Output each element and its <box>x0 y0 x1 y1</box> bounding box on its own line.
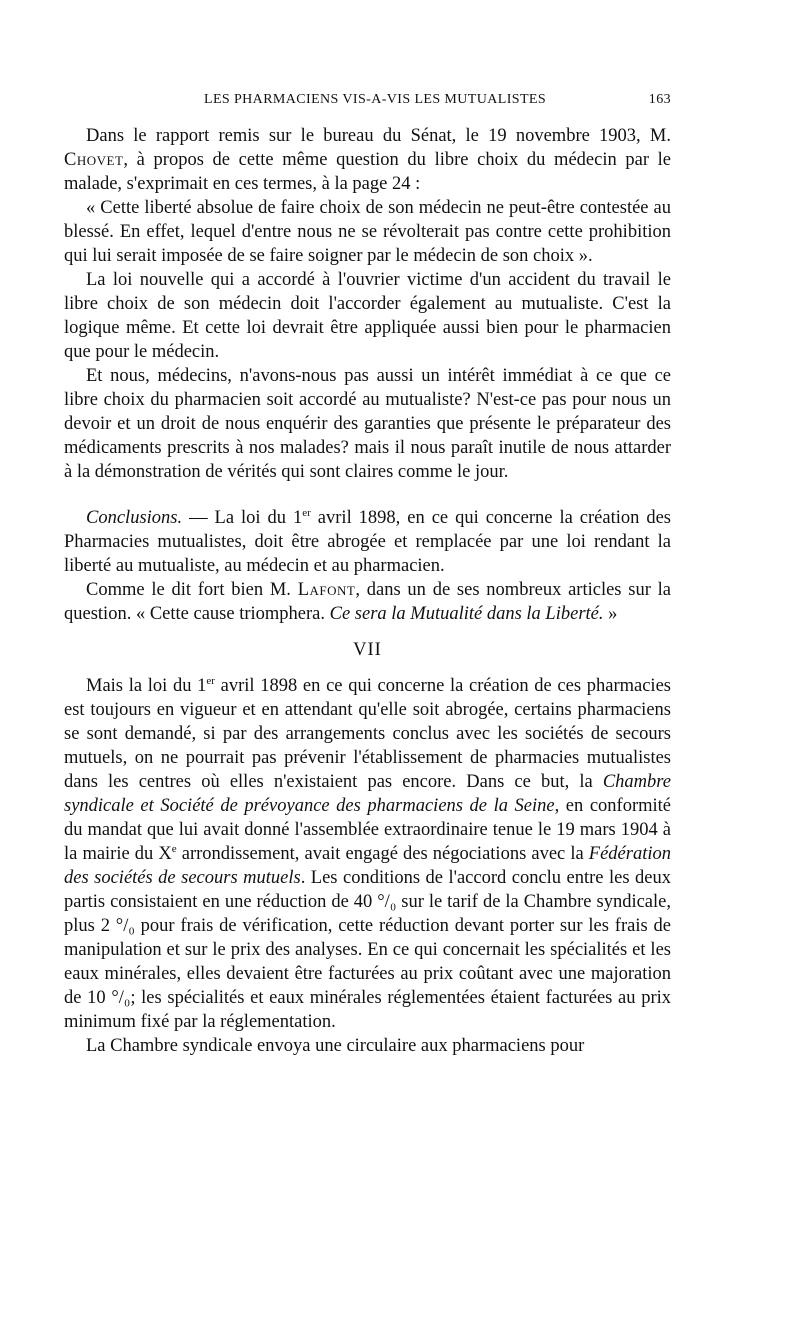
paragraph-5-text-a: — La loi du 1 <box>182 508 303 528</box>
paragraph-7-italic-federation: Fédération des sociétés de secours mutuels <box>64 844 671 888</box>
paragraph-1-text-a: Dans le rapport remis sur le bureau du Sénat, le 19 novembre 1903, M. <box>86 126 671 146</box>
paragraph-7 <box>64 674 671 1034</box>
paragraph-3: La loi nouvelle qui a accordé à l'ouvrier victime d'un accident du travail le libre choix de son médecin doit l'accorder également au mutualiste. C'est la logique même. Et cette loi devrait être appliquée aussi bien pour le pharmacien que pour le médecin. <box>64 270 671 362</box>
paragraph-6-italic-quote: Ce sera la Mutualité dans la Liberté. <box>329 604 604 624</box>
paragraph-8: La Chambre syndicale envoya une circulaire aux pharmaciens pour <box>86 1036 585 1056</box>
paragraph-5-text-b: avril 1898, en ce qui concerne la création des Pharmacies mutualistes, doit être abrogée et remplacée par une loi rendant la liberté au mutualiste, au médecin et au pharmacien. <box>64 508 671 576</box>
author-name-chovet: Chovet <box>64 150 124 170</box>
paragraph-1-text-b: , à propos de cette même question du libre choix du médecin par le malade, s'exprimait en ces termes, à la page 24 : <box>64 150 671 194</box>
running-title: LES PHARMACIENS VIS-A-VIS LES MUTUALISTES <box>204 92 547 107</box>
ordinal-superscript: e <box>171 842 177 855</box>
paragraph-6-text-c: » <box>603 604 618 624</box>
paragraph-7-text-e: . Les conditions de l'accord conclu entre les deux partis consistaient en une réduction de 40 °/₀ sur le tarif de la Chambre syndicale, plus 2 °/₀ pour frais de vérification, cette réduction devant porter sur les frais de manipulation et sur le prix des analyses. En ce qui concernait les spécialités et les eaux minérales, elles devaient être facturées au prix coûtant avec une majoration de 10 °/₀; les spécialités et eaux minérales réglementées étaient facturées au prix minimum fixé par la réglementation. <box>64 868 671 1032</box>
section-heading: VII <box>353 640 382 660</box>
ordinal-superscript: er <box>206 674 215 687</box>
paragraph-7-text-b: avril 1898 en ce qui concerne la création de ces pharmacies est toujours en vigueur et en attendant qu'elle soit abrogée, certains pharmaciens se sont demandé, si par des arrangements conclus avec les sociétés de secours mutuels, on ne pourrait pas prévenir l'établissement de pharmacies mutualistes dans les centres où elles n'existaient pas encore. Dans ce but, la <box>64 676 671 792</box>
paragraph-1 <box>64 124 671 196</box>
paragraph-7-text-d: arrondissement, avait engagé des négociations avec la <box>176 844 589 864</box>
paragraph-7-text-a: Mais la loi du 1 <box>86 676 207 696</box>
paragraph-6-text-a: Comme le dit fort bien M. <box>86 580 298 600</box>
page-number: 163 <box>648 92 671 107</box>
paragraph-7-text-c: , en conformité du mandat que lui avait donné l'assemblée extraordinaire tenue le 19 mars 1904 à la mairie du X <box>64 796 671 864</box>
paragraph-4: Et nous, médecins, n'avons-nous pas aussi un intérêt immédiat à ce que ce libre choix du pharmacien soit accordé au mutualiste? N'est-ce pas pour nous un devoir et un droit de nous enquérir des garanties que présente le préparateur des médicaments prescrits à nos malades? mais il nous paraît inutile de nous attarder à la démonstration de vérités qui sont claires comme le jour. <box>64 366 671 482</box>
running-head <box>64 88 671 110</box>
page-body <box>64 124 671 1058</box>
paragraph-6 <box>64 578 671 626</box>
author-name-lafont: Lafont <box>297 580 356 600</box>
ordinal-superscript: er <box>302 506 311 519</box>
paragraph-2-quote: « Cette liberté absolue de faire choix de son médecin ne peut-être contestée au blessé. En effet, lequel d'entre nous ne se révolterait pas contre cette prohibition qui lui serait imposée de se faire soigner par le médecin de son choix ». <box>64 198 671 266</box>
conclusions-label: Conclusions. <box>86 508 183 528</box>
paragraph-7-italic-chambre: Chambre syndicale et Société de prévoyance des pharmaciens de la Seine <box>64 772 671 816</box>
paragraph-6-text-b: , dans un de ses nombreux articles sur la question. « Cette cause triomphera. <box>64 580 671 624</box>
paragraph-5-conclusions <box>64 506 671 578</box>
